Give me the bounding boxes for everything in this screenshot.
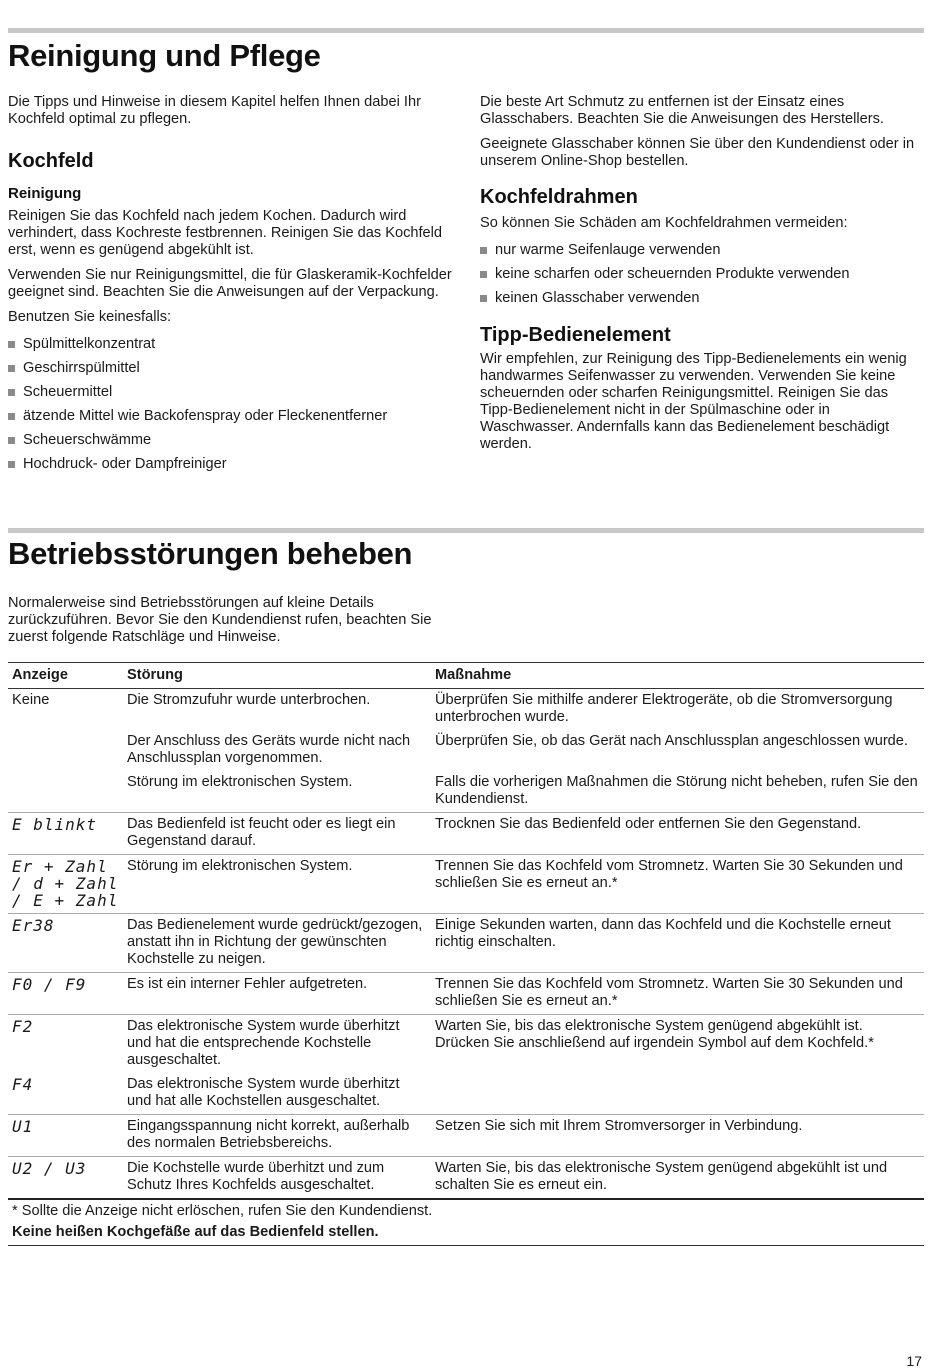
list-item: Scheuermittel	[8, 384, 456, 401]
cleaning-left-column	[8, 94, 456, 480]
list-item: Geschirrspülmittel	[8, 360, 456, 377]
table-row	[8, 914, 924, 973]
list-item: Scheuerschwämme	[8, 432, 456, 449]
fault-cell: Die Stromzufuhr wurde unterbrochen.	[127, 692, 371, 708]
table-end-rule	[8, 1245, 924, 1246]
display-code-cell: F4	[12, 1075, 34, 1094]
bullet-square-icon	[8, 413, 15, 420]
display-code-cell: U1	[8, 1115, 123, 1157]
heading-kochfeld: Kochfeld	[8, 150, 94, 172]
fault-cell: Der Anschluss des Geräts wurde nicht nach Anschlussplan vorgenommen.	[127, 733, 411, 766]
table-row	[8, 1115, 924, 1157]
heading-tipp-bedienelement: Tipp-Bedienelement	[480, 324, 671, 346]
table-row	[8, 813, 924, 855]
list-item: keine scharfen oder scheuernden Produkte verwenden	[480, 266, 920, 283]
rahmen-intro: So können Sie Schäden am Kochfeldrahmen vermeiden:	[480, 215, 848, 231]
column-header-action: Maßnahme	[431, 663, 924, 689]
tipp-paragraph: Wir empfehlen, zur Reinigung des Tipp-Bedienelements ein wenig handwarmes Seifenwasser zu verwenden. Verwenden Sie keine scheuernden oder scharfen Reinigungsmittel. Reinigen Sie das Tipp-Bedienelement nicht in der Spülmaschine oder in Waschwasser. Andernfalls kann das Bedienelement beschädigt werden.	[480, 351, 907, 452]
table-footer	[8, 1198, 924, 1241]
kochfeld-paragraph-3: Benutzen Sie keinesfalls:	[8, 309, 172, 325]
table-row	[8, 689, 924, 731]
action-cell: Setzen Sie sich mit Ihrem Stromversorger in Verbindung.	[431, 1115, 924, 1157]
column-header-fault: Störung	[123, 663, 431, 689]
action-cell: Warten Sie, bis das elektronische System genügend abgekühlt ist und schalten Sie es erneut ein.	[431, 1157, 924, 1199]
fault-cell: Eingangsspannung nicht korrekt, außerhalb des normalen Betriebsbereichs.	[123, 1115, 431, 1157]
display-code-cell: U2 / U3	[8, 1157, 123, 1199]
table-row	[8, 855, 924, 914]
display-cell	[8, 771, 123, 813]
display-cell	[8, 730, 123, 771]
faults-intro: Normalerweise sind Betriebsstörungen auf kleine Details zurückzuführen. Bevor Sie den Kundendienst rufen, beachten Sie zuerst folgende Ratschläge und Hinweise.	[8, 595, 432, 645]
section-title-faults: Betriebsstörungen beheben	[8, 536, 413, 571]
scraper-order-paragraph: Geeignete Glasschaber können Sie über den Kundendienst oder in unserem Online-Shop bestellen.	[480, 136, 915, 169]
action-cell: Trennen Sie das Kochfeld vom Stromnetz. Warten Sie 30 Sekunden und schließen Sie es erneut an.*	[431, 855, 924, 914]
display-cell: Keine	[12, 692, 50, 708]
fault-cell: Das Bedienelement wurde gedrückt/gezogen, anstatt ihn in Richtung der gewünschten Kochstelle zu neigen.	[123, 914, 431, 973]
action-cell: Einige Sekunden warten, dann das Kochfeld und die Kochstelle erneut richtig einschalten.	[431, 914, 924, 973]
bullet-square-icon	[8, 365, 15, 372]
table-row	[8, 1073, 924, 1115]
fault-cell: Das elektronische System wurde überhitzt und hat die entsprechende Kochstelle ausgeschaltet.	[123, 1015, 431, 1074]
fault-cell: Das Bedienfeld ist feucht oder es liegt ein Gegenstand darauf.	[123, 813, 431, 855]
kochfeld-paragraph-1: Reinigen Sie das Kochfeld nach jedem Kochen. Dadurch wird verhindert, dass Kochreste festbrennen. Reinigen Sie das Kochfeld erst, wenn es genügend abgekühlt ist.	[8, 208, 443, 258]
forbidden-cleaners-list	[8, 336, 456, 473]
action-cell: Trocknen Sie das Bedienfeld oder entfernen Sie den Gegenstand.	[431, 813, 924, 855]
display-code-cell: Er38	[8, 914, 123, 973]
bullet-square-icon	[480, 295, 487, 302]
bullet-square-icon	[480, 271, 487, 278]
fault-cell: Die Kochstelle wurde überhitzt und zum Schutz Ihres Kochfelds ausgeschaltet.	[123, 1157, 431, 1199]
scraper-paragraph: Die beste Art Schmutz zu entfernen ist der Einsatz eines Glasschabers. Beachten Sie die Anweisungen des Herstellers.	[480, 94, 884, 127]
display-code-cell: E blinkt	[8, 813, 123, 855]
warning-note: Keine heißen Kochgefäße auf das Bedienfeld stellen.	[12, 1224, 379, 1240]
section-rule-faults	[8, 528, 924, 533]
table-row	[8, 771, 924, 813]
kochfeld-paragraph-2: Verwenden Sie nur Reinigungsmittel, die für Glaskeramik-Kochfelder geeignet sind. Beachten Sie die Anweisungen auf der Verpackung.	[8, 267, 452, 300]
bullet-square-icon	[8, 341, 15, 348]
section-title-cleaning: Reinigung und Pflege	[8, 38, 321, 73]
table-row	[8, 730, 924, 771]
heading-kochfeldrahmen: Kochfeldrahmen	[480, 186, 638, 208]
table-row	[8, 1015, 924, 1074]
action-cell	[431, 1073, 924, 1115]
action-cell: Überprüfen Sie, ob das Gerät nach Anschlussplan angeschlossen wurde.	[435, 733, 908, 749]
action-cell: Falls die vorherigen Maßnahmen die Störung nicht beheben, rufen Sie den Kundendienst.	[435, 774, 918, 807]
frame-care-list	[480, 242, 920, 307]
table-row	[8, 973, 924, 1015]
fault-table	[8, 662, 924, 1198]
action-cell: Warten Sie, bis das elektronische System genügend abgekühlt ist. Drücken Sie anschließend auf irgendein Symbol auf dem Kochfeld.*	[431, 1015, 924, 1074]
fault-cell: Das elektronische System wurde überhitzt und hat alle Kochstellen ausgeschaltet.	[127, 1076, 400, 1109]
list-item: Hochdruck- oder Dampfreiniger	[8, 456, 456, 473]
section-rule-top	[8, 28, 924, 33]
list-item: Spülmittelkonzentrat	[8, 336, 456, 353]
display-code-cell: Er + Zahl / d + Zahl / E + Zahl	[8, 855, 123, 914]
fault-cell: Störung im elektronischen System.	[127, 774, 353, 790]
page-number: 17	[906, 1353, 922, 1369]
list-item: nur warme Seifenlauge verwenden	[480, 242, 920, 259]
list-item: ätzende Mittel wie Backofenspray oder Fleckenentferner	[8, 408, 456, 425]
column-header-display: Anzeige	[8, 663, 123, 689]
action-cell: Überprüfen Sie mithilfe anderer Elektrogeräte, ob die Stromversorgung unterbrochen wurde.	[435, 692, 893, 725]
list-item: keinen Glasschaber verwenden	[480, 290, 920, 307]
fault-cell: Es ist ein interner Fehler aufgetreten.	[123, 973, 431, 1015]
bullet-square-icon	[8, 389, 15, 396]
bullet-square-icon	[8, 437, 15, 444]
footnote: * Sollte die Anzeige nicht erlöschen, rufen Sie den Kundendienst.	[12, 1203, 433, 1219]
table-row	[8, 1157, 924, 1199]
fault-cell: Störung im elektronischen System.	[123, 855, 431, 914]
display-code-cell: F0 / F9	[8, 973, 123, 1015]
action-cell: Trennen Sie das Kochfeld vom Stromnetz. Warten Sie 30 Sekunden und schließen Sie es erneut an.*	[431, 973, 924, 1015]
display-code-cell: F2	[8, 1015, 123, 1074]
cleaning-right-column	[480, 94, 920, 453]
cleaning-intro: Die Tipps und Hinweise in diesem Kapitel helfen Ihnen dabei Ihr Kochfeld optimal zu pflegen.	[8, 94, 421, 127]
fault-table-wrapper	[8, 662, 924, 1246]
bullet-square-icon	[8, 461, 15, 468]
subheading-reinigung: Reinigung	[8, 185, 82, 202]
bullet-square-icon	[480, 247, 487, 254]
table-header-row	[8, 663, 924, 689]
